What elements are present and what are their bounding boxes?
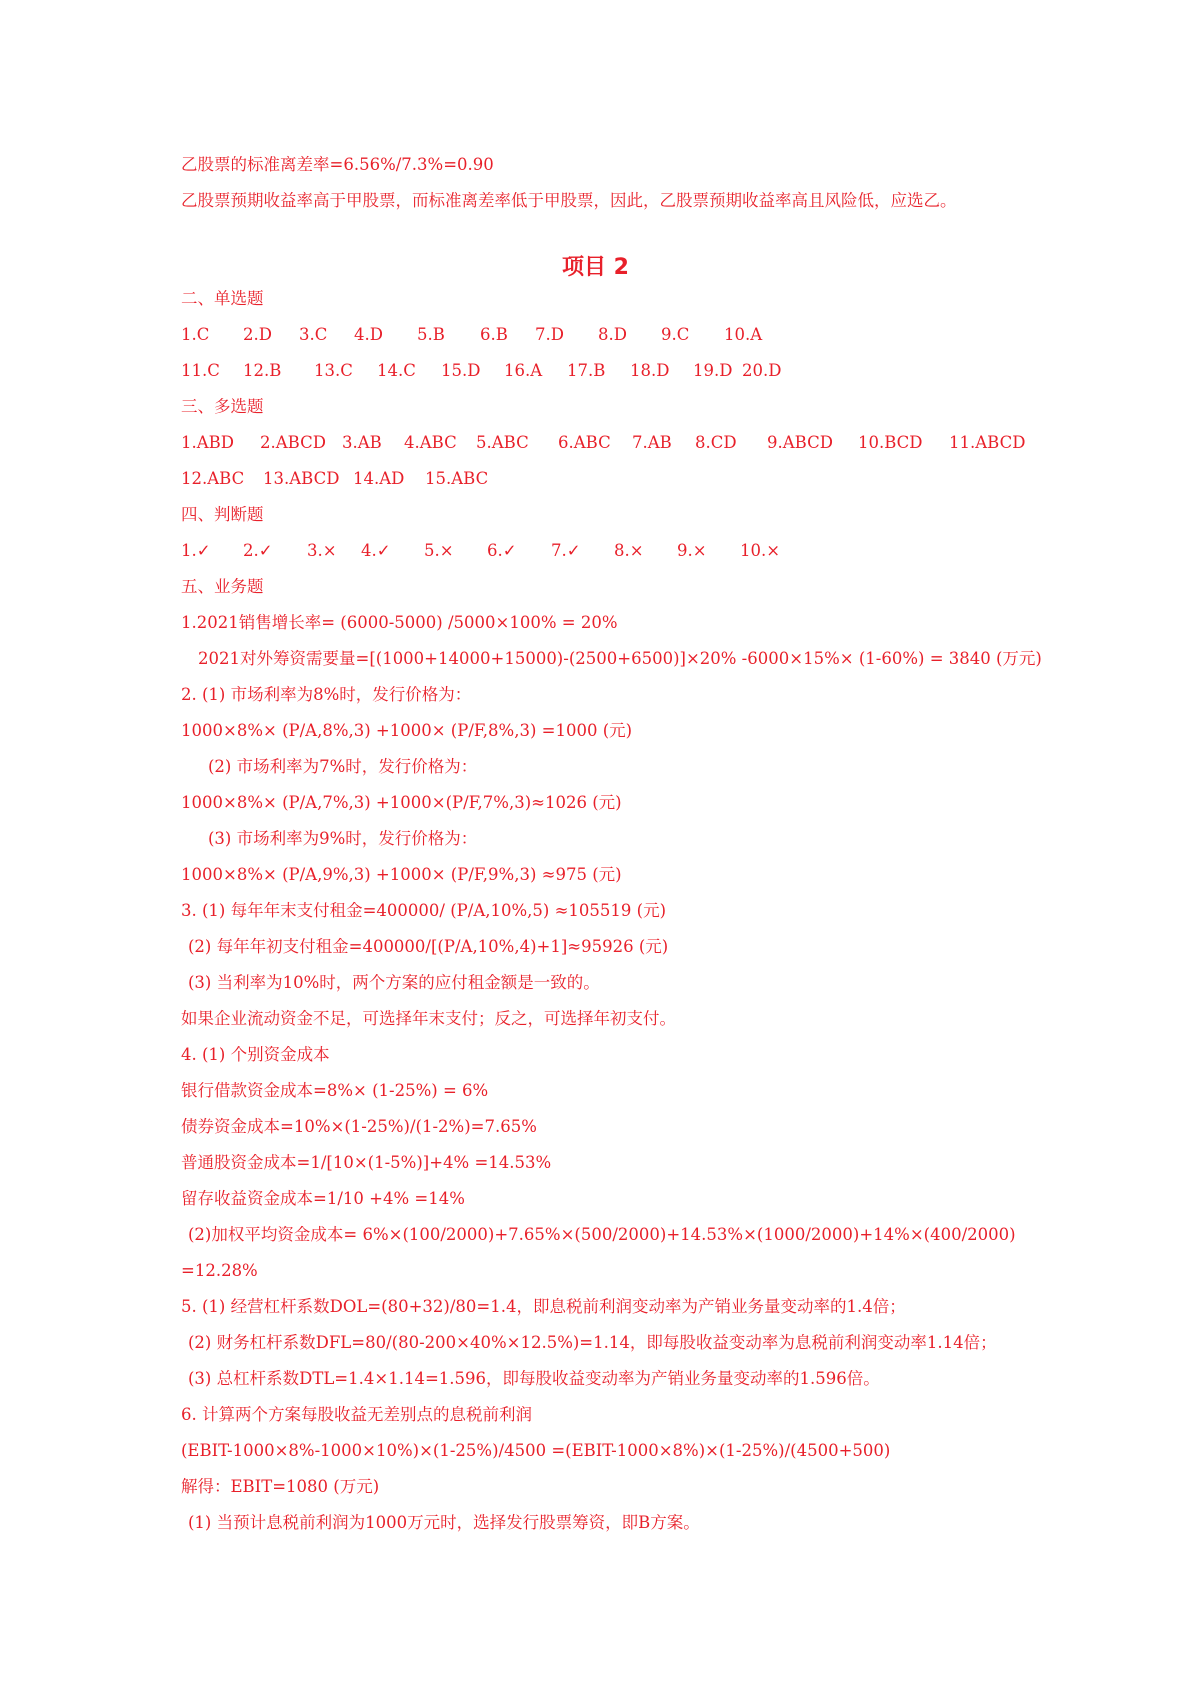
answer-item: 6.B: [480, 325, 508, 344]
answer-item: 3.×: [307, 541, 337, 560]
answer-item: 5.B: [417, 325, 445, 344]
business-line: 普通股资金成本=1/[10×(1-5%)]+4% =14.53%: [181, 1153, 552, 1172]
answer-item: 11.ABCD: [949, 433, 1026, 452]
answer-item: 11.C: [181, 361, 220, 380]
answer-item: 20.D: [742, 361, 782, 380]
business-line: (2) 每年年初支付租金=400000/[(P/A,10%,4)+1]≈95926 (元): [188, 937, 669, 956]
answer-item: 13.C: [314, 361, 353, 380]
business-line: 债券资金成本=10%×(1-25%)/(1-2%)=7.65%: [181, 1117, 537, 1136]
answer-item: 5.×: [424, 541, 454, 560]
answer-item: 6.✓: [487, 541, 517, 560]
answer-item: 10.×: [740, 541, 781, 560]
business-heading: 五、业务题: [181, 577, 264, 596]
section-title: 项目 2: [562, 255, 629, 280]
intro-line-2: 乙股票预期收益率高于甲股票，而标准离差率低于甲股票，因此，乙股票预期收益率高且风险低，应选乙。: [181, 191, 957, 210]
answer-item: 5.ABC: [476, 433, 529, 452]
answer-item: 9.ABCD: [767, 433, 833, 452]
business-line: 2. (1) 市场利率为8%时，发行价格为：: [181, 685, 472, 704]
business-line: (2) 市场利率为7%时，发行价格为：: [208, 757, 478, 776]
answer-item: 7.AB: [632, 433, 672, 452]
business-line: 5. (1) 经营杠杆系数DOL=(80+32)/80=1.4，即息税前利润变动率为产销业务量变动率的1.4倍；: [181, 1297, 906, 1316]
answer-item: 19.D: [693, 361, 733, 380]
answer-item: 1.C: [181, 325, 210, 344]
business-line: (3) 总杠杆系数DTL=1.4×1.14=1.596，即每股收益变动率为产销业务量变动率的1.596倍。: [188, 1369, 880, 1388]
business-line: 留存收益资金成本=1/10 +4% =14%: [181, 1189, 465, 1208]
business-line: (2)加权平均资金成本= 6%×(100/2000)+7.65%×(500/2000)+14.53%×(1000/2000)+14%×(400/2000): [188, 1225, 1016, 1244]
answer-item: 15.D: [441, 361, 481, 380]
answer-item: 7.D: [535, 325, 564, 344]
answer-item: 4.ABC: [404, 433, 457, 452]
business-line: 6. 计算两个方案每股收益无差别点的息税前利润: [181, 1405, 532, 1424]
answer-item: 3.AB: [342, 433, 382, 452]
answer-item: 9.×: [677, 541, 707, 560]
answer-item: 1.✓: [181, 541, 211, 560]
business-line: 3. (1) 每年年末支付租金=400000/ (P/A,10%,5) ≈105519 (元): [181, 901, 667, 920]
business-line: 1000×8%× (P/A,9%,3) +1000× (P/F,9%,3) ≈975 (元): [181, 865, 622, 884]
answer-item: 8.CD: [695, 433, 737, 452]
answer-item: 10.BCD: [858, 433, 923, 452]
answer-item: 2.ABCD: [260, 433, 326, 452]
answer-item: 17.B: [567, 361, 606, 380]
business-line: =12.28%: [181, 1261, 258, 1280]
business-line: 如果企业流动资金不足，可选择年末支付；反之，可选择年初支付。: [181, 1009, 676, 1028]
multiple-choice-heading: 三、多选题: [181, 397, 264, 416]
answer-item: 2.✓: [243, 541, 273, 560]
answer-item: 4.D: [354, 325, 383, 344]
business-line: 1000×8%× (P/A,7%,3) +1000×(P/F,7%,3)≈1026 (元): [181, 793, 622, 812]
answer-item: 7.✓: [551, 541, 581, 560]
answer-item: 14.C: [377, 361, 416, 380]
answer-item: 12.ABC: [181, 469, 245, 488]
true-false-heading: 四、判断题: [181, 505, 264, 524]
business-line: 2021对外筹资需要量=[(1000+14000+15000)-(2500+6500)]×20% -6000×15%× (1-60%) = 3840 (万元): [198, 649, 1042, 668]
business-line: (2) 财务杠杆系数DFL=80/(80-200×40%×12.5%)=1.14，即每股收益变动率为息税前利润变动率1.14倍；: [188, 1333, 997, 1352]
answer-item: 16.A: [504, 361, 543, 380]
business-line: 1.2021销售增长率= (6000-5000) /5000×100% = 20%: [181, 613, 618, 632]
answer-item: 4.✓: [361, 541, 391, 560]
business-line: 银行借款资金成本=8%× (1-25%) = 6%: [181, 1081, 489, 1100]
answer-item: 12.B: [243, 361, 282, 380]
answer-item: 6.ABC: [558, 433, 611, 452]
answer-item: 8.D: [598, 325, 627, 344]
business-line: 1000×8%× (P/A,8%,3) +1000× (P/F,8%,3) =1000 (元): [181, 721, 633, 740]
business-line: (1) 当预计息税前利润为1000万元时，选择发行股票筹资，即B方案。: [188, 1513, 700, 1532]
answer-item: 13.ABCD: [263, 469, 340, 488]
business-line: 4. (1) 个别资金成本: [181, 1045, 330, 1064]
answer-item: 10.A: [724, 325, 763, 344]
answer-item: 1.ABD: [181, 433, 235, 452]
business-line: (EBIT-1000×8%-1000×10%)×(1-25%)/4500 =(EBIT-1000×8%)×(1-25%)/(4500+500): [181, 1441, 891, 1460]
intro-line-1: 乙股票的标准离差率=6.56%/7.3%=0.90: [181, 155, 494, 174]
answer-item: 8.×: [614, 541, 644, 560]
answer-item: 2.D: [243, 325, 272, 344]
business-line: 解得：EBIT=1080 (万元): [181, 1477, 380, 1496]
answer-item: 15.ABC: [425, 469, 489, 488]
answer-item: 14.AD: [353, 469, 405, 488]
answer-item: 9.C: [661, 325, 690, 344]
business-line: (3) 市场利率为9%时，发行价格为：: [208, 829, 478, 848]
business-line: (3) 当利率为10%时，两个方案的应付租金额是一致的。: [188, 973, 600, 992]
answer-item: 18.D: [630, 361, 670, 380]
answer-item: 3.C: [299, 325, 328, 344]
single-choice-heading: 二、单选题: [181, 289, 264, 308]
